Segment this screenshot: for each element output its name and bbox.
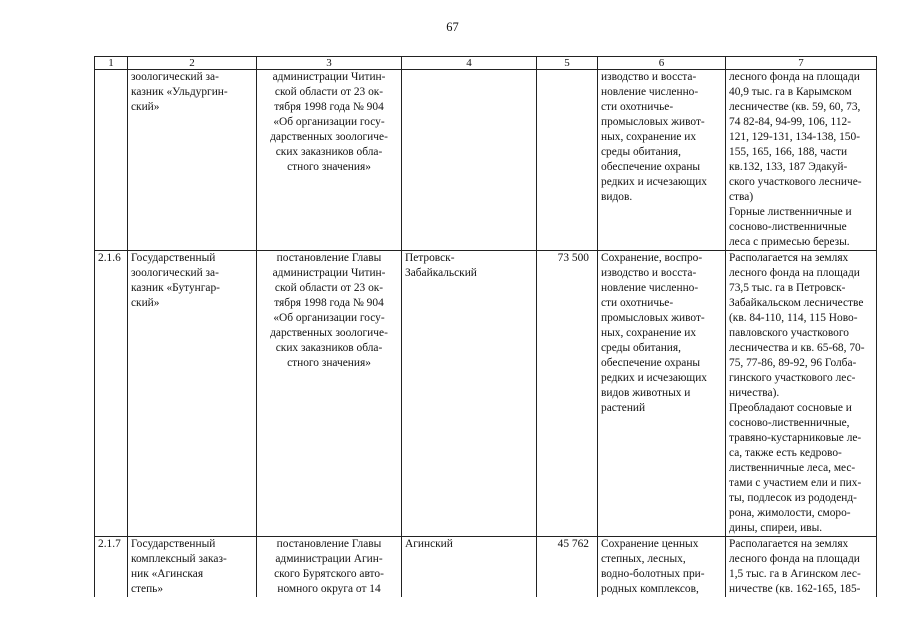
table-row bbox=[95, 251, 877, 537]
location-cell bbox=[726, 537, 877, 598]
legal-document: администрации Читин- ской области от 23 ок- тября 1998 года № 904 «Об организации госу- дарственных зоологиче- ских заказников обла- стного значения» bbox=[257, 70, 402, 251]
column-header: 2 bbox=[128, 57, 257, 70]
location-text: Располагается на землях лесного фонда на площади 1,5 тыс. га в Агинском лес- ничестве (кв. 162-165, 185- bbox=[729, 538, 861, 595]
page-number: 67 bbox=[446, 20, 459, 34]
column-header: 5 bbox=[537, 57, 598, 70]
row-number: 2.1.7 bbox=[95, 537, 128, 598]
area bbox=[537, 70, 598, 251]
row-number bbox=[95, 70, 128, 251]
vegetation-text: Преобладают сосновые и сосново-лиственничные, травяно-кустарниковые ле- са, также есть кедрово- лиственничные леса, мес- тами с участием ели и пих- ты, подлесок из рододенд- рона, жимолости, сморо- дины, спиреи, ивы. bbox=[729, 402, 862, 534]
location-text: Располагается на землях лесного фонда на площади 73,5 тыс. га в Петровск- Забайкальском лесничестве (кв. 84-110, 114, 115 Ново- павловского участкового лесничества и кв. 65-68, 70- 75, 77-86, 89-92, 96 Голба- гинского участкового лес- ничества). bbox=[729, 252, 865, 399]
legal-document: постановление Главы администрации Агин- ского Бурятского авто- номного округа от 14 bbox=[257, 537, 402, 598]
reserve-name: Государственный комплексный заказ- ник «Агинская степь» bbox=[128, 537, 257, 598]
table-row bbox=[95, 537, 877, 598]
table-row bbox=[95, 70, 877, 251]
purpose: Сохранение ценных степных, лесных, водно-болотных при- родных комплексов, bbox=[598, 537, 726, 598]
location-text: лесного фонда на площади 40,9 тыс. га в Карымском лесничестве (кв. 59, 60, 73, 74 82-84, 94-99, 106, 112- 121, 129-131, 134-138, 150- 155, 165, 166, 188, части кв.132, 133, 187 Эдакуй- ского участкового лесниче- ства) bbox=[729, 71, 862, 203]
purpose: изводство и восста- новление численно- сти охотничье- промысловых живот- ных, сохранение их среды обитания, обеспечение охраны редких и исчезающих видов. bbox=[598, 70, 726, 251]
district bbox=[402, 70, 537, 251]
column-header: 1 bbox=[95, 57, 128, 70]
area: 73 500 bbox=[537, 251, 598, 537]
reserve-name: зоологический за- казник «Ульдургин- ский» bbox=[128, 70, 257, 251]
column-header: 3 bbox=[257, 57, 402, 70]
column-header: 7 bbox=[726, 57, 877, 70]
column-number-header-row bbox=[95, 57, 877, 70]
column-header: 4 bbox=[402, 57, 537, 70]
legal-document: постановление Главы администрации Читин- ской области от 23 ок- тября 1998 года № 904 «Об организации госу- дарственных зоологиче- ских заказников обла- стного значения» bbox=[257, 251, 402, 537]
location-cell bbox=[726, 70, 877, 251]
location-cell bbox=[726, 251, 877, 537]
reserves-table bbox=[94, 56, 877, 597]
area: 45 762 bbox=[537, 537, 598, 598]
purpose: Сохранение, воспро- изводство и восста- новление численно- сти охотничье- промысловых живот- ных, сохранение их среды обитания, обеспечение охраны редких и исчезающих видов животных и растений bbox=[598, 251, 726, 537]
district: Агинский bbox=[402, 537, 537, 598]
vegetation-text: Горные лиственничные и сосново-лиственничные леса с примесью березы. bbox=[729, 206, 852, 248]
reserve-name: Государственный зоологический за- казник «Бутунгар- ский» bbox=[128, 251, 257, 537]
district: Петровск- Забайкальский bbox=[402, 251, 537, 537]
column-header: 6 bbox=[598, 57, 726, 70]
row-number: 2.1.6 bbox=[95, 251, 128, 537]
